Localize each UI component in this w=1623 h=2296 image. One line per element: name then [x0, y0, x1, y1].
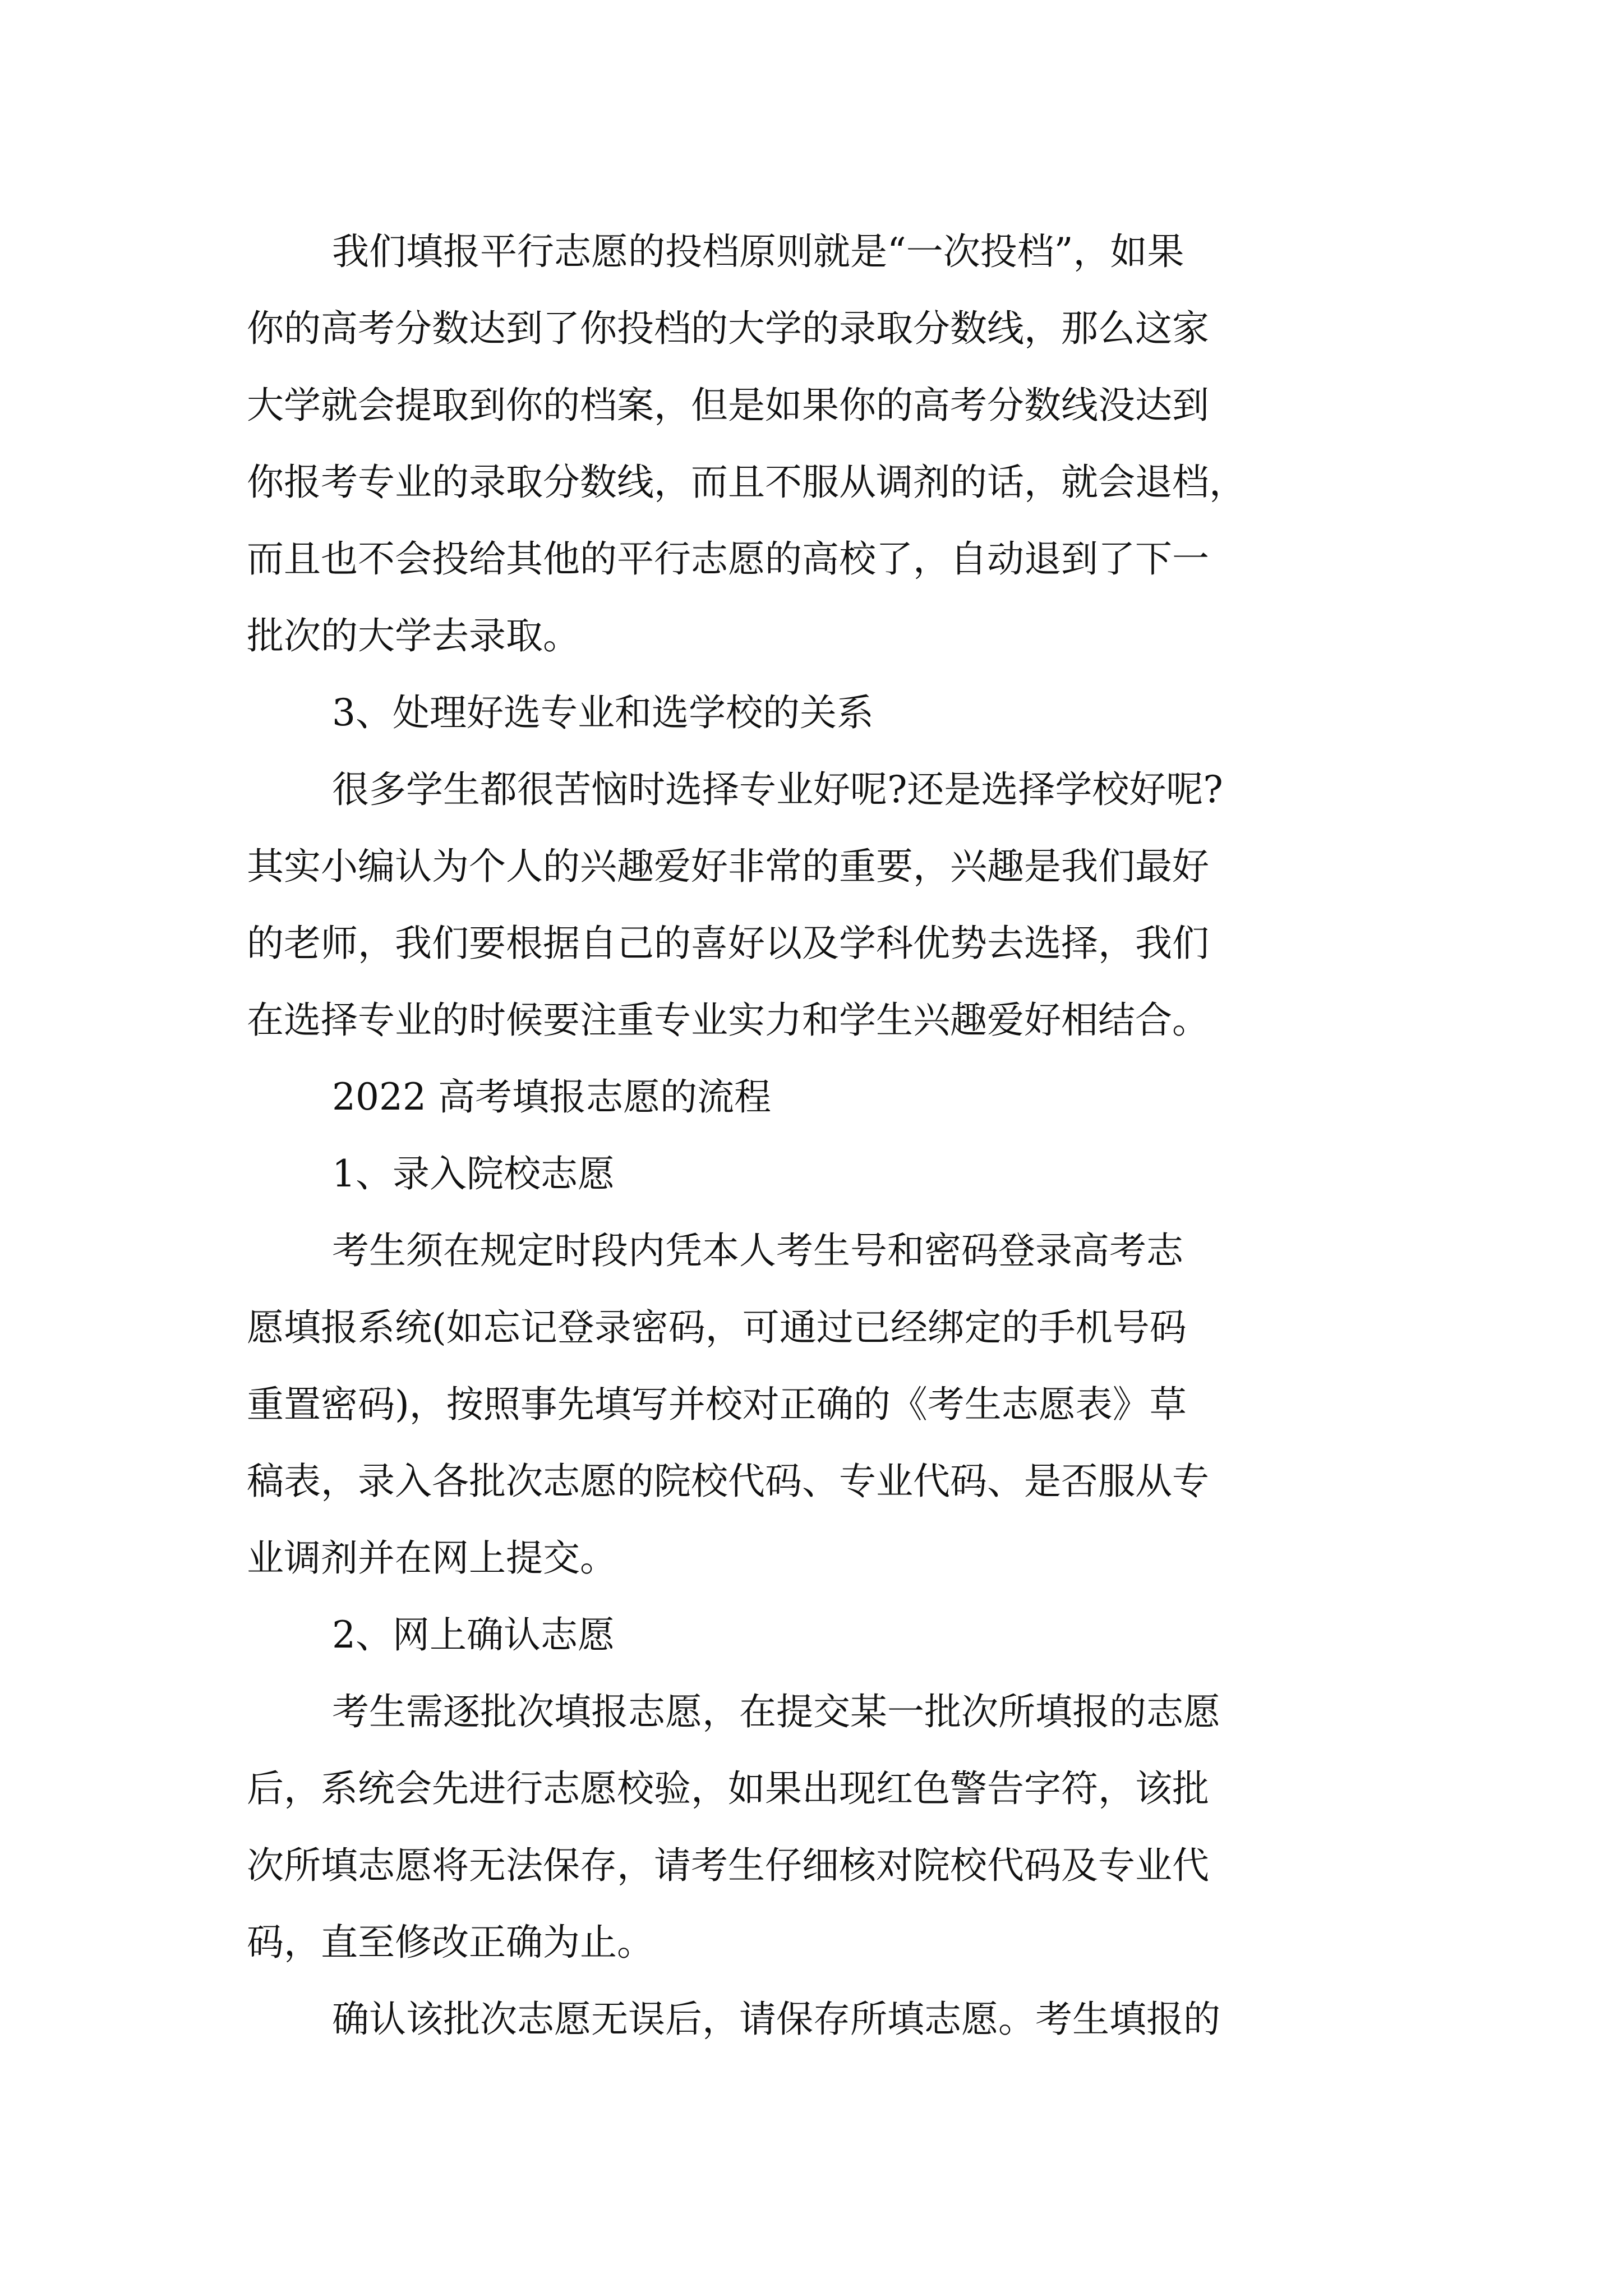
paragraph-line: 后，系统会先进行志愿校验，如果出现红色警告字符，该批 [247, 1767, 1209, 1810]
document-body [247, 213, 1391, 2058]
section-heading: 2022 高考填报志愿的流程 [332, 1075, 771, 1119]
paragraph-line: 的老师，我们要根据自己的喜好以及学科优势去选择，我们 [247, 922, 1209, 965]
paragraph-line: 而且也不会投给其他的平行志愿的高校了，自动退到了下一 [247, 537, 1209, 581]
paragraph-line: 你报考专业的录取分数线，而且不服从调剂的话，就会退档， [247, 461, 1246, 504]
paragraph-line: 码，直至修改正确为止。 [247, 1921, 654, 1964]
paragraph-line: 我们填报平行志愿的投档原则就是“一次投档”，如果 [332, 230, 1184, 273]
paragraph-line: 批次的大学去录取。 [247, 614, 580, 657]
section-heading: 1、录入院校志愿 [332, 1152, 615, 1195]
paragraph-line: 业调剂并在网上提交。 [247, 1536, 617, 1580]
paragraph-line: 次所填志愿将无法保存，请考生仔细核对院校代码及专业代 [247, 1844, 1209, 1887]
paragraph-line: 你的高考分数达到了你投档的大学的录取分数线，那么这家 [247, 307, 1209, 350]
paragraph-line: 确认该批次志愿无误后，请保存所填志愿。考生填报的 [332, 1998, 1220, 2041]
section-heading: 3、处理好选专业和选学校的关系 [332, 691, 874, 734]
paragraph-line: 愿填报系统(如忘记登录密码，可通过已经绑定的手机号码 [247, 1306, 1187, 1349]
section-heading: 2、网上确认志愿 [332, 1613, 615, 1657]
paragraph-line: 考生需逐批次填报志愿，在提交某一批次所填报的志愿 [332, 1690, 1220, 1733]
paragraph-line: 大学就会提取到你的档案，但是如果你的高考分数线没达到 [247, 384, 1209, 427]
paragraph-line: 考生须在规定时段内凭本人考生号和密码登录高考志 [332, 1229, 1183, 1272]
paragraph-line: 很多学生都很苦恼时选择专业好呢?还是选择学校好呢? [332, 768, 1223, 811]
paragraph-line: 其实小编认为个人的兴趣爱好非常的重要，兴趣是我们最好 [247, 845, 1209, 888]
paragraph-line: 稿表，录入各批次志愿的院校代码、专业代码、是否服从专 [247, 1460, 1209, 1503]
paragraph-line: 重置密码)，按照事先填写并校对正确的《考生志愿表》草 [247, 1383, 1187, 1426]
paragraph-line: 在选择专业的时候要注重专业实力和学生兴趣爱好相结合。 [247, 999, 1209, 1042]
